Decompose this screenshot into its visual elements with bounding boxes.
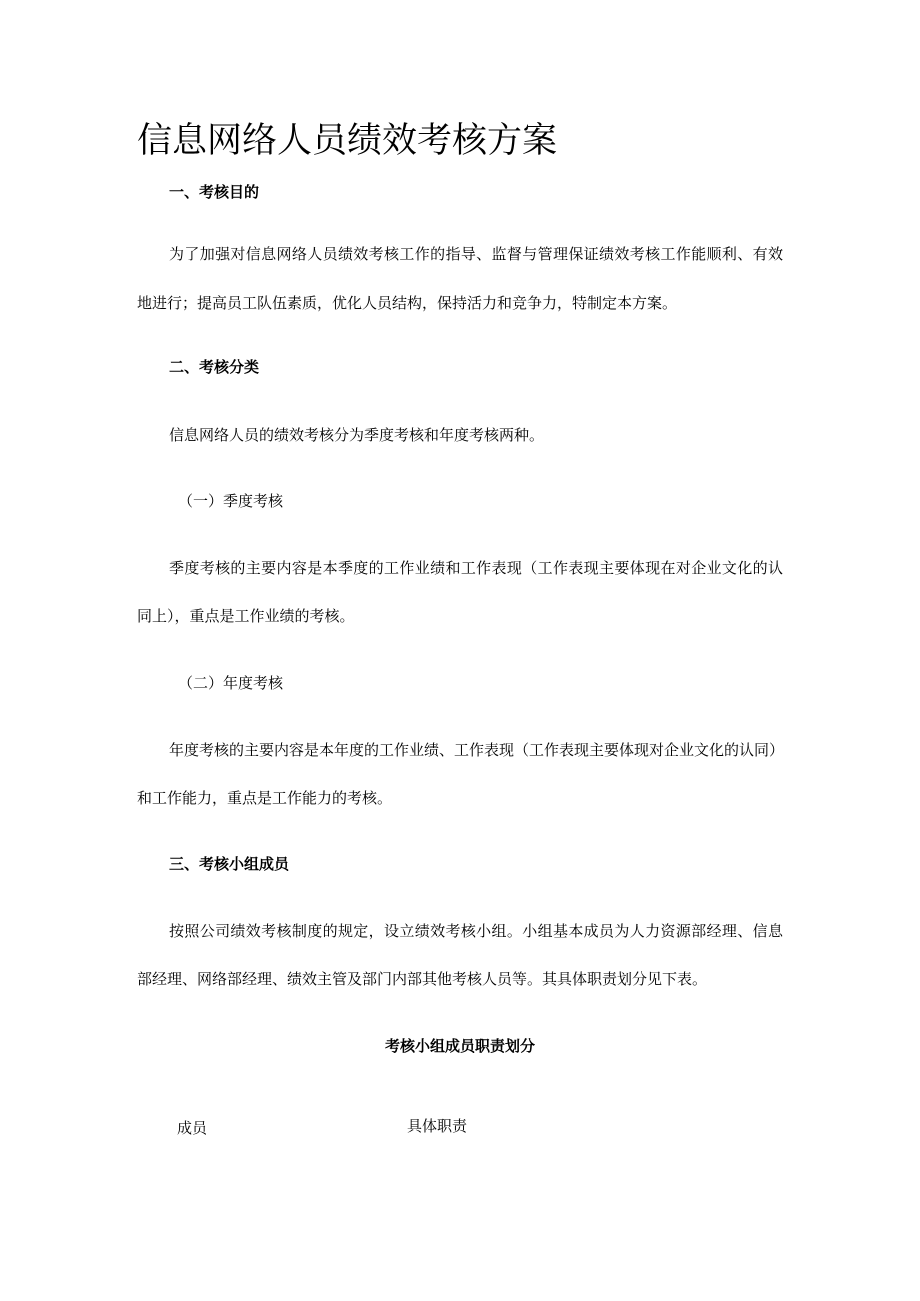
section-3-paragraph-line-1: 按照公司绩效考核制度的规定，设立绩效考核小组。小组基本成员为人力资源部经理、信息 [169,922,783,940]
document-title: 信息网络人员绩效考核方案 [137,121,558,161]
subsection-quarterly-line-2: 同上），重点是工作业绩的考核。 [137,607,355,625]
subsection-annual-line-2: 和工作能力，重点是工作能力的考核。 [137,789,393,807]
section-1-paragraph-line-2: 地进行；提高员工队伍素质，优化人员结构，保持活力和竞争力，特制定本方案。 [137,294,678,312]
section-3-paragraph-line-2: 部经理、网络部经理、绩效主管及部门内部其他考核人员等。其具体职责划分见下表。 [137,970,708,988]
subsection-quarterly-heading: （一）季度考核 [178,492,284,510]
table-caption: 考核小组成员职责划分 [384,1037,535,1055]
section-1-paragraph-line-1: 为了加强对信息网络人员绩效考核工作的指导、监督与管理保证绩效考核工作能顺利、有效 [169,245,783,263]
subsection-quarterly-line-1: 季度考核的主要内容是本季度的工作业绩和工作表现（工作表现主要体现在对企业文化的认 [169,559,783,577]
table-header-member: 成员 [177,1119,208,1137]
table-header-duties: 具体职责 [407,1117,468,1135]
section-2-intro: 信息网络人员的绩效考核分为季度考核和年度考核两种。 [169,426,545,444]
section-3-heading: 三、考核小组成员 [169,855,290,873]
section-2-heading: 二、考核分类 [169,358,260,376]
subsection-annual-heading: （二）年度考核 [178,674,284,692]
section-1-heading: 一、考核目的 [169,183,260,201]
subsection-annual-line-1: 年度考核的主要内容是本年度的工作业绩、工作表现（工作表现主要体现对企业文化的认同） [169,741,785,759]
